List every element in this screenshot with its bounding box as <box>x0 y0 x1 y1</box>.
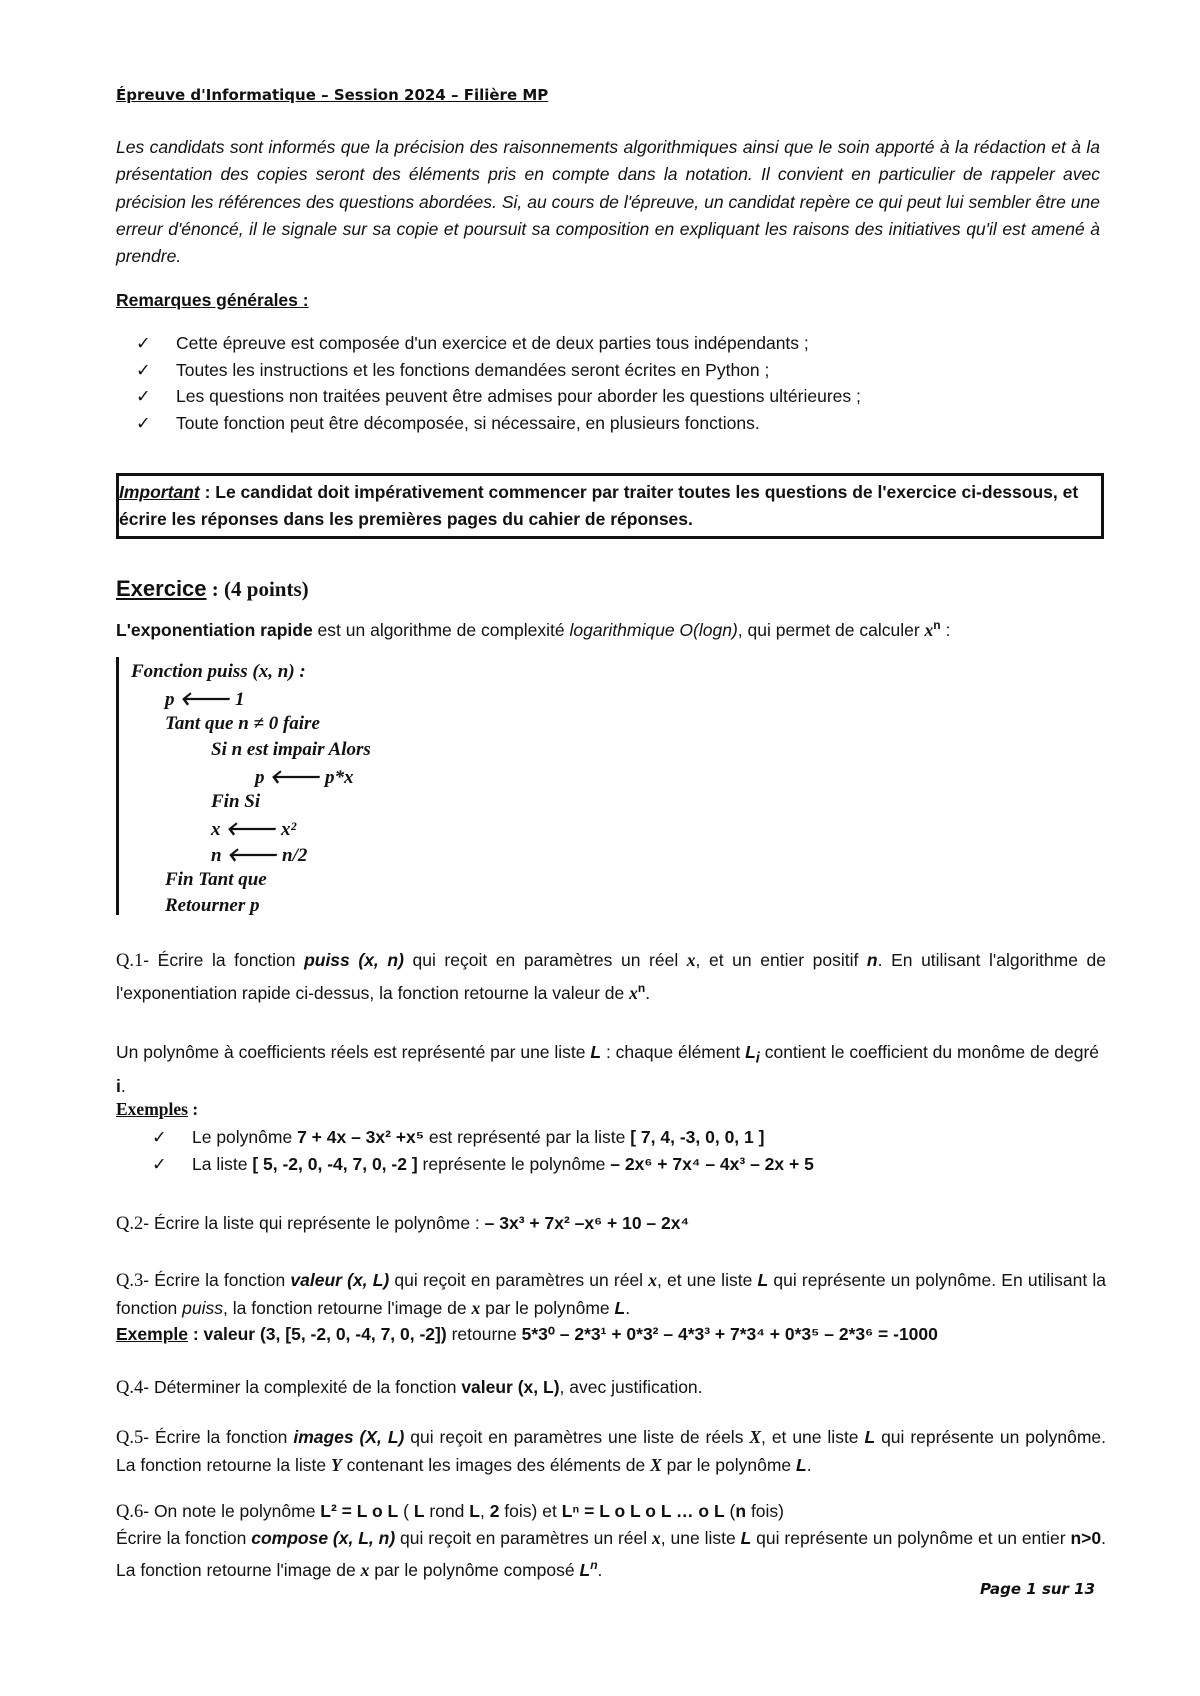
algo-line: p 🡐 1 <box>165 689 245 710</box>
list-item: ✓ Les questions non traitées peuvent être admises pour aborder les questions ultérieures ; <box>116 383 1116 410</box>
exercise-title: Exercice : (4 points) <box>116 576 309 601</box>
list-item: ✓ Toutes les instructions et les fonctions demandées seront écrites en Python ; <box>116 357 1116 384</box>
question-4: Q.4- Déterminer la complexité de la fonction valeur (x, L), avec justification. <box>116 1377 703 1398</box>
intro-paragraph: Les candidats sont informés que la précision des raisonnements algorithmiques ainsi que le soin apporté à la rédaction et à la présentation des copies seront des éléments pris en compte dans la notation. Il convient en particulier de rappeler avec précision les références des questions abordées. Si, au cours de l'épreuve, un candidat repère ce qui peut lui sembler être une erreur d'énoncé, il le signale sur sa copie et poursuit sa composition en expliquant les raisons des initiatives qu'il est amené à prendre. <box>116 137 1100 267</box>
question-1: Q.1- Écrire la fonction puiss (x, n) qui reçoit en paramètres un réel x, et un entier positif n. En utilisant l'algorithme de l'exponentiation rapide ci-dessus, la fonction retourne la valeur de $x^n$. <box>116 950 1106 1003</box>
page-header: Épreuve d'Informatique – Session 2024 – Filière MP <box>116 86 549 104</box>
algo-line: Fin Tant que <box>165 869 267 890</box>
algo-line: x 🡐 x² <box>211 819 297 840</box>
important-label: Important <box>119 482 200 502</box>
question-5: Q.5- Écrire la fonction images (X, L) qui reçoit en paramètres une liste de réels X, et une liste L qui représente un polynôme. La fonction retourne la liste Y contenant les images des éléments de X par le polynôme L. <box>116 1427 1107 1475</box>
checkmark-icon: ✓ <box>136 412 151 433</box>
checkmark-icon: ✓ <box>136 386 151 406</box>
list-item: ✓ Toute fonction peut être décomposée, si nécessaire, en plusieurs fonctions. <box>116 410 1116 437</box>
question-3-example: Exemple : valeur (3, [5, -2, 0, -4, 7, 0, -2]) retourne 5*3⁰ – 2*3¹ + 0*3² – 4*3³ + 7*3⁴ + 0*3⁵ – 2*3⁶ = -1000 <box>116 1324 938 1344</box>
important-box <box>116 473 1104 539</box>
checkmark-icon: ✓ <box>152 1127 167 1147</box>
question-6: Écrire la fonction compose (x, L, n) qui reçoit en paramètres un réel x, une liste L qui représente un polynôme et un entier n>0. La fonction retourne l'image de x par le polynôme composé $L^n$. <box>116 1528 1106 1580</box>
algo-line: Retourner p <box>165 895 260 916</box>
checkmark-icon: ✓ <box>152 1154 167 1174</box>
example-1: ✓ Le polynôme 7 + 4x – 3x² +x⁵ est représenté par la liste [ 7, 4, -3, 0, 0, 1 ] <box>136 1124 1126 1151</box>
question-3: Q.3- Écrire la fonction valeur (x, L) qui reçoit en paramètres un réel x, et une liste L qui représente un polynôme. En utilisant la fonction puiss, la fonction retourne l'image de x par le polynôme L. <box>116 1270 1106 1318</box>
checkmark-icon: ✓ <box>136 359 151 380</box>
question-2: Q.2- Écrire la liste qui représente le polynôme : – 3x³ + 7x² –x⁶ + 10 – 2x⁴ <box>116 1213 690 1234</box>
example-2: ✓ La liste [ 5, -2, 0, -4, 7, 0, -2 ] représente le polynôme – 2x⁶ + 7x⁴ – 4x³ – 2x + 5 <box>136 1151 1126 1178</box>
algo-line: p 🡐 p*x <box>255 767 354 788</box>
algorithm-block <box>116 657 529 915</box>
examples-title: Exemples : <box>116 1099 199 1119</box>
algo-line: Si n est impair Alors <box>211 739 371 760</box>
remarks-list <box>116 330 1116 436</box>
algo-line: Fonction puiss (x, n) : <box>131 661 306 682</box>
checkmark-icon: ✓ <box>136 333 151 353</box>
polynomial-intro: Un polynôme à coefficients réels est représenté par une liste L : chaque élément $L_i$ contient le coefficient du monôme de degré i. <box>116 1042 1100 1096</box>
list-item: ✓ Cette épreuve est composée d'un exercice et de deux parties tous indépendants ; <box>116 330 1116 357</box>
algo-line: n 🡐 n/2 <box>211 845 308 866</box>
important-text: : Le candidat doit impérativement commencer par traiter toutes les questions de l'exercice ci-dessous, et écrire les réponses dans les premières pages du cahier de réponses. <box>119 482 1079 529</box>
exercise-intro: L'exponentiation rapide est un algorithme de complexité logarithmique O(logn), qui permet de calculer $x^n$ : <box>116 618 951 640</box>
question-6-def: Q.6- On note le polynôme L² = L o L ( L rond L, 2 fois) et Lⁿ = L o L o L … o L (n fois) <box>116 1501 785 1522</box>
algo-line: Tant que n ≠ 0 faire <box>165 713 320 734</box>
remarks-title: Remarques générales : <box>116 290 309 310</box>
page-number: Page 1 sur 13 <box>980 1580 1096 1598</box>
algo-line: Fin Si <box>211 791 261 812</box>
